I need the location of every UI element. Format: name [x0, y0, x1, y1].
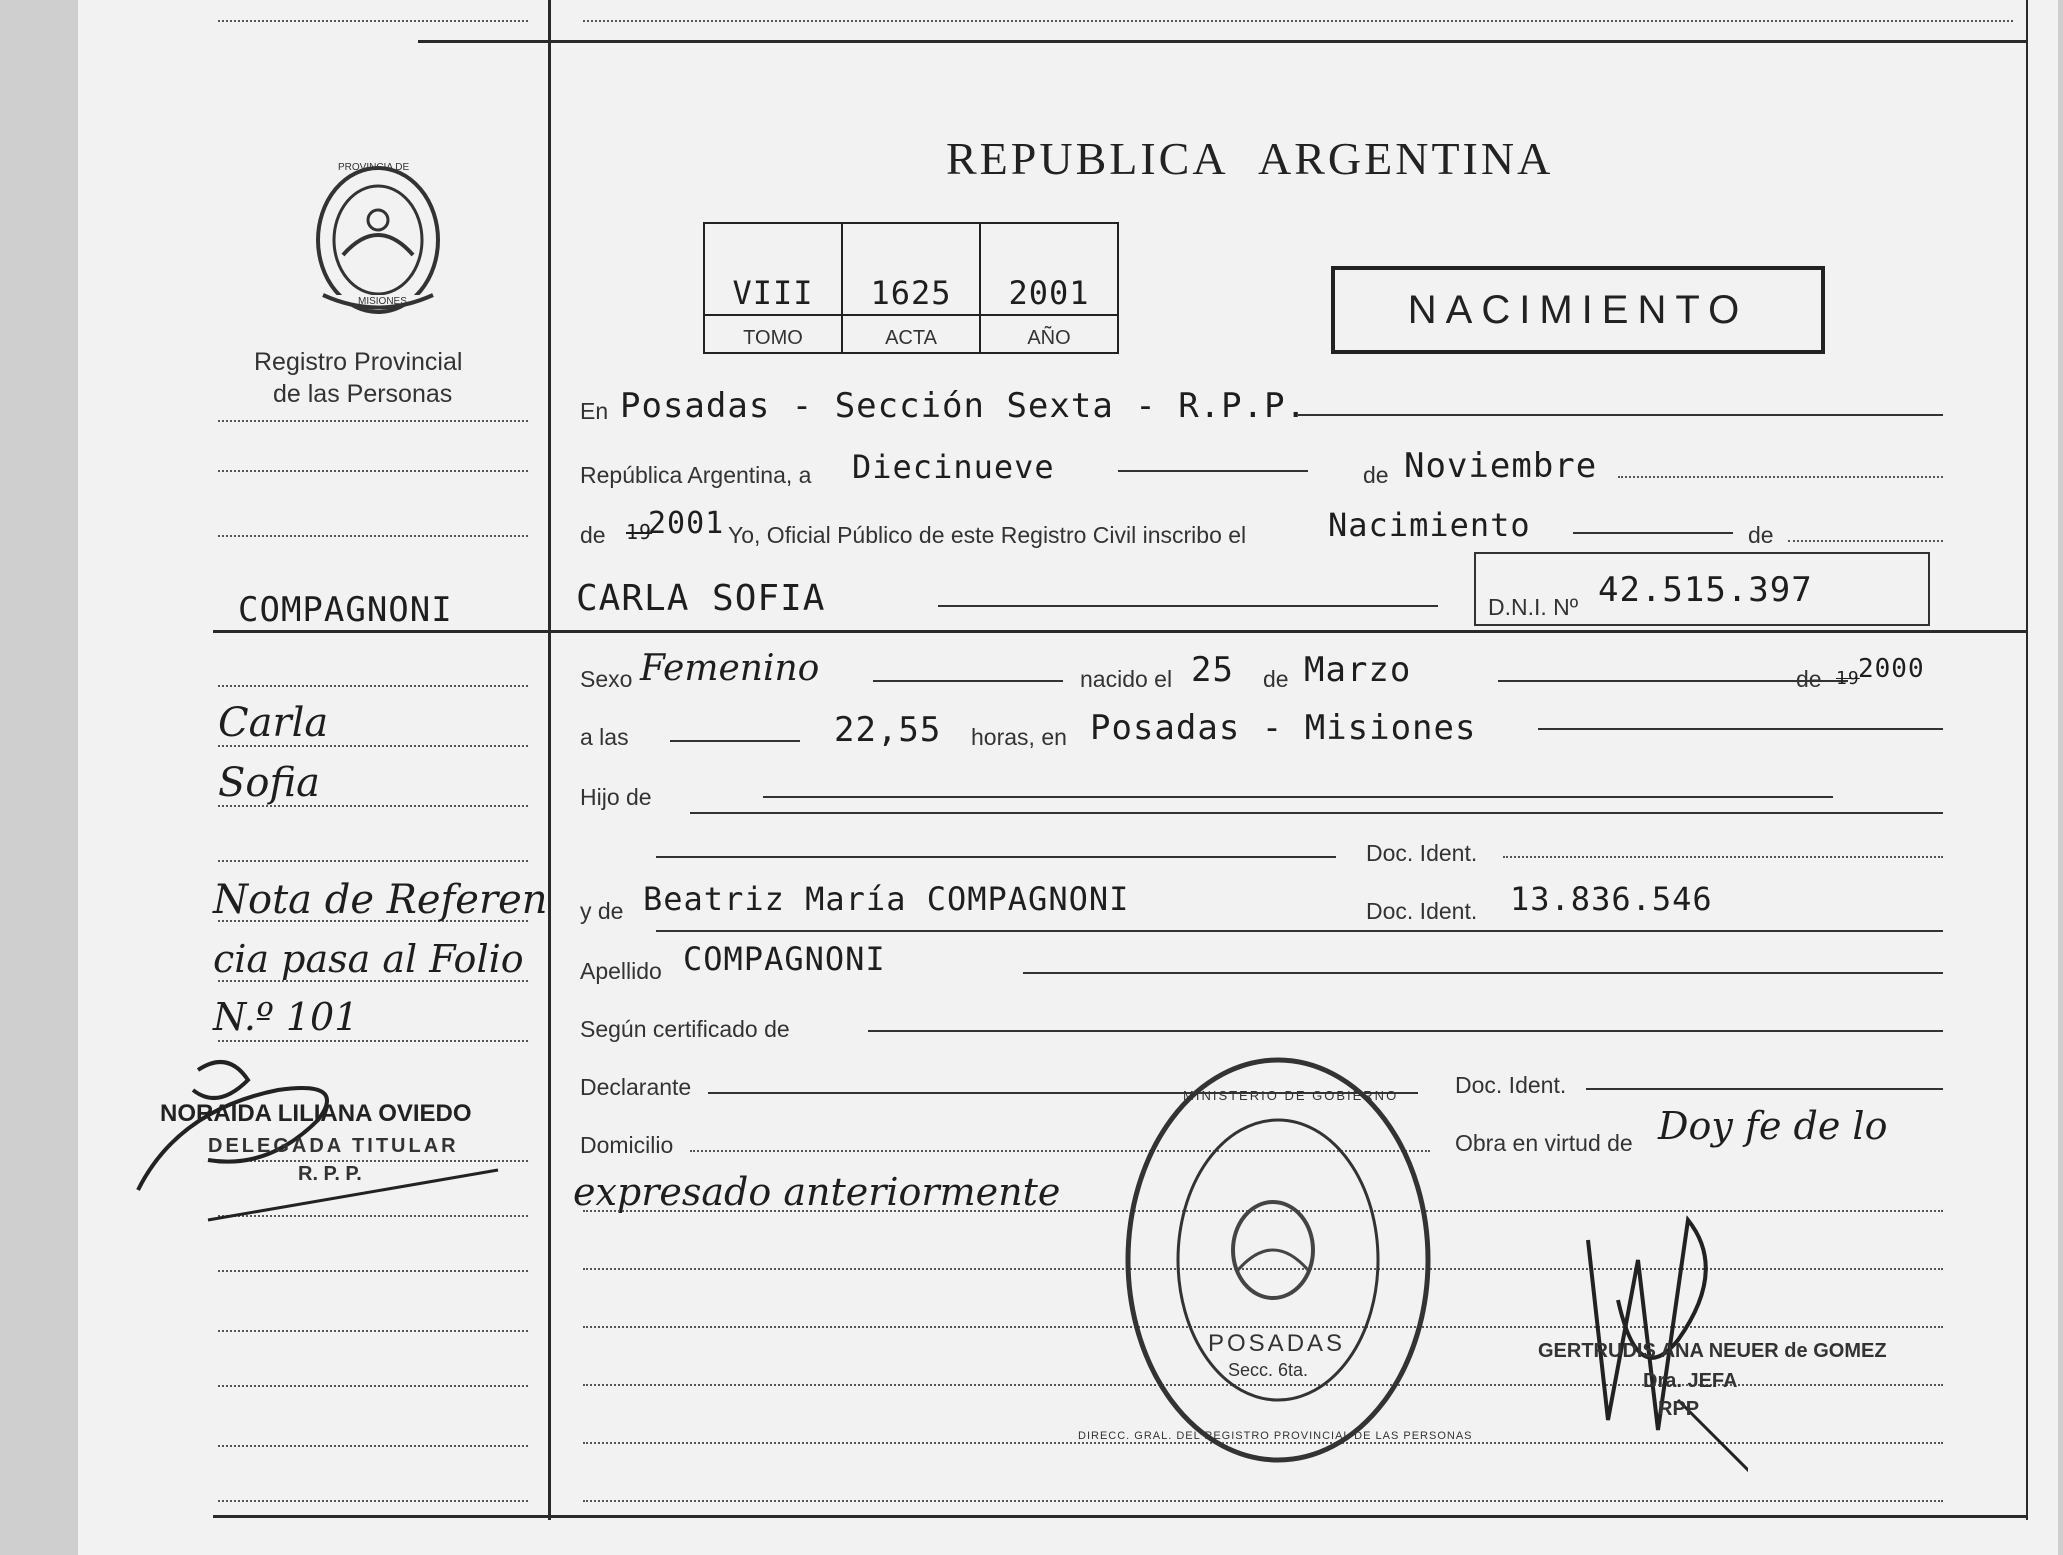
tomo-label: TOMO: [743, 327, 803, 349]
month-line: [1618, 476, 1943, 478]
tomo-label-row: [705, 314, 841, 352]
name-row-rule: [213, 630, 2028, 633]
margin-note-line2: cia pasa al Folio: [213, 937, 524, 981]
apellido-label: Apellido: [580, 958, 662, 984]
left-dotline: [218, 1500, 528, 1502]
doc-ident-mother: Doc. Ident.: [1366, 898, 1478, 924]
right-border: [2026, 0, 2028, 1520]
hour-value: 22,55: [834, 710, 942, 750]
margin-second-name: Sofia: [218, 760, 321, 806]
tomo-value: VIII: [732, 274, 814, 312]
delegada-name: NORAIDA LILIANA OVIEDO: [160, 1100, 472, 1127]
nacido-label: nacido el: [1080, 666, 1173, 692]
anio-label-row: [981, 314, 1117, 352]
bottom-rule: [213, 1515, 2028, 1518]
top-rule: [418, 40, 2028, 43]
de-label2: de: [580, 522, 606, 548]
registry-line1: Registro Provincial: [254, 348, 463, 376]
left-dotline: [218, 1330, 528, 1332]
day-value: Diecinueve: [852, 448, 1055, 486]
left-dotline: [218, 1270, 528, 1272]
certificate-page: [78, 0, 2058, 1555]
apellido-line: [1023, 972, 1943, 974]
en-label: En: [580, 398, 609, 424]
republica-label: República Argentina, a: [580, 462, 812, 488]
declarante-doc-line: [1586, 1088, 1943, 1090]
acta-label-row: [843, 314, 979, 352]
record-type-box: [1331, 266, 1825, 354]
oval-sec: Secc. 6ta.: [1228, 1360, 1309, 1380]
declarante-label: Declarante: [580, 1074, 692, 1100]
oval-inner: MINISTERIO DE GOBIERNO: [1183, 1088, 1399, 1103]
de-label-act: de: [1748, 522, 1774, 548]
oval-city: POSADAS: [1208, 1330, 1346, 1357]
anio-cell: [979, 222, 1119, 354]
doc-ident-father: Doc. Ident.: [1366, 840, 1478, 866]
year-value: 2001: [648, 506, 725, 541]
jefa-org: RPP: [1658, 1398, 1700, 1420]
top-dotted-right: [583, 20, 2013, 22]
hijo-line: [763, 796, 1833, 798]
day-line: [1118, 470, 1308, 472]
alas-label: a las: [580, 724, 629, 750]
dni-value: 42.515.397: [1598, 570, 1813, 610]
left-dotline: [218, 685, 528, 687]
top-dotted-left: [218, 20, 528, 22]
registry-line2: de las Personas: [273, 380, 453, 408]
sexo-value: Femenino: [640, 648, 820, 689]
mother-doc: 13.836.546: [1510, 880, 1713, 918]
margin-note-line1: Nota de Referen: [213, 877, 548, 923]
doc-ident-declarante: Doc. Ident.: [1455, 1072, 1567, 1098]
dni-label: D.N.I. Nº: [1488, 594, 1579, 620]
mother-value: Beatriz María COMPAGNONI: [643, 880, 1130, 918]
birth-year-prefix: 19: [1836, 668, 1860, 689]
column-divider: [548, 0, 551, 1520]
segun-label: Según certificado de: [580, 1016, 790, 1042]
tomo-cell: [703, 222, 843, 354]
jefa-signature: [1528, 1180, 1868, 1480]
act-line: [1573, 532, 1733, 534]
record-type: NACIMIENTO: [1407, 287, 1749, 332]
mother-line: [656, 930, 1943, 932]
names-value: CARLA SOFIA: [576, 578, 826, 619]
segun-line: [868, 1030, 1943, 1032]
year-prefix: 19: [626, 520, 653, 544]
birth-day: 25: [1191, 650, 1234, 690]
seal-label-top: PROVINCIA DE: [338, 162, 410, 173]
en-line: [1298, 414, 1943, 416]
obra-cont: expresado anteriormente: [573, 1170, 1061, 1214]
father-doc-line: [1503, 856, 1943, 858]
left-dotline: [218, 1040, 528, 1042]
hijo-line-2: [690, 812, 1943, 814]
acta-cell: [841, 222, 981, 354]
jefa-name: GERTRUDIS ANA NEUER de GOMEZ: [1538, 1340, 1887, 1362]
oval-outer: DIRECC. GRAL. DEL REGISTRO PROVINCIAL DE LAS PERSONAS: [1078, 1430, 1473, 1442]
yde-label: y de: [580, 898, 624, 924]
margin-first-name: Carla: [218, 700, 329, 746]
sexo-label: Sexo: [580, 666, 633, 692]
left-dotline: [218, 1385, 528, 1387]
place-value: Posadas - Misiones: [1090, 708, 1477, 748]
act-dotline: [1788, 540, 1943, 542]
place-line: [1538, 728, 1943, 730]
country-title: REPUBLICA ARGENTINA: [946, 133, 1554, 184]
sexo-line: [873, 680, 1063, 682]
jefa-title: Dra. JEFA: [1643, 1370, 1738, 1392]
names-line: [938, 605, 1438, 607]
delegada-title: DELEGADA TITULAR: [208, 1135, 459, 1157]
birth-month: Marzo: [1304, 650, 1412, 690]
horas-label: horas, en: [971, 724, 1067, 750]
month-value: Noviembre: [1404, 446, 1598, 486]
yo-text: Yo, Oficial Público de este Registro Civil inscribo el: [728, 522, 1247, 548]
birth-year: 2000: [1858, 654, 1925, 684]
act-value: Nacimiento: [1328, 506, 1531, 544]
left-dotline: [218, 470, 528, 472]
anio-label: AÑO: [1027, 327, 1071, 349]
delegada-org: R. P. P.: [298, 1163, 362, 1185]
de-label: de: [1363, 462, 1389, 488]
margin-surname: COMPAGNONI: [238, 590, 453, 630]
acta-value: 1625: [870, 274, 952, 312]
left-dotline: [218, 535, 528, 537]
de-label3: de: [1263, 666, 1289, 692]
left-dotline: [218, 1445, 528, 1447]
obra-value: Doy fe de lo: [1658, 1104, 1888, 1148]
margin-note-line3: N.º 101: [213, 995, 359, 1039]
seal-label-bottom: MISIONES: [358, 296, 407, 307]
alas-line: [670, 740, 800, 742]
apellido-value: COMPAGNONI: [683, 940, 886, 978]
registry-oval-stamp: [1118, 1050, 1438, 1470]
right-dotline: [583, 1500, 1943, 1502]
hijo-label: Hijo de: [580, 784, 652, 810]
anio-value: 2001: [1008, 274, 1090, 312]
obra-label: Obra en virtud de: [1455, 1130, 1633, 1156]
domicilio-label: Domicilio: [580, 1132, 674, 1158]
left-dotline: [218, 420, 528, 422]
de-label4: de: [1796, 666, 1822, 692]
dni-box: [1474, 552, 1930, 626]
acta-label: ACTA: [885, 327, 937, 349]
left-dotline: [218, 860, 528, 862]
en-value: Posadas - Sección Sexta - R.P.P.: [620, 386, 1308, 426]
father-line: [656, 856, 1336, 858]
